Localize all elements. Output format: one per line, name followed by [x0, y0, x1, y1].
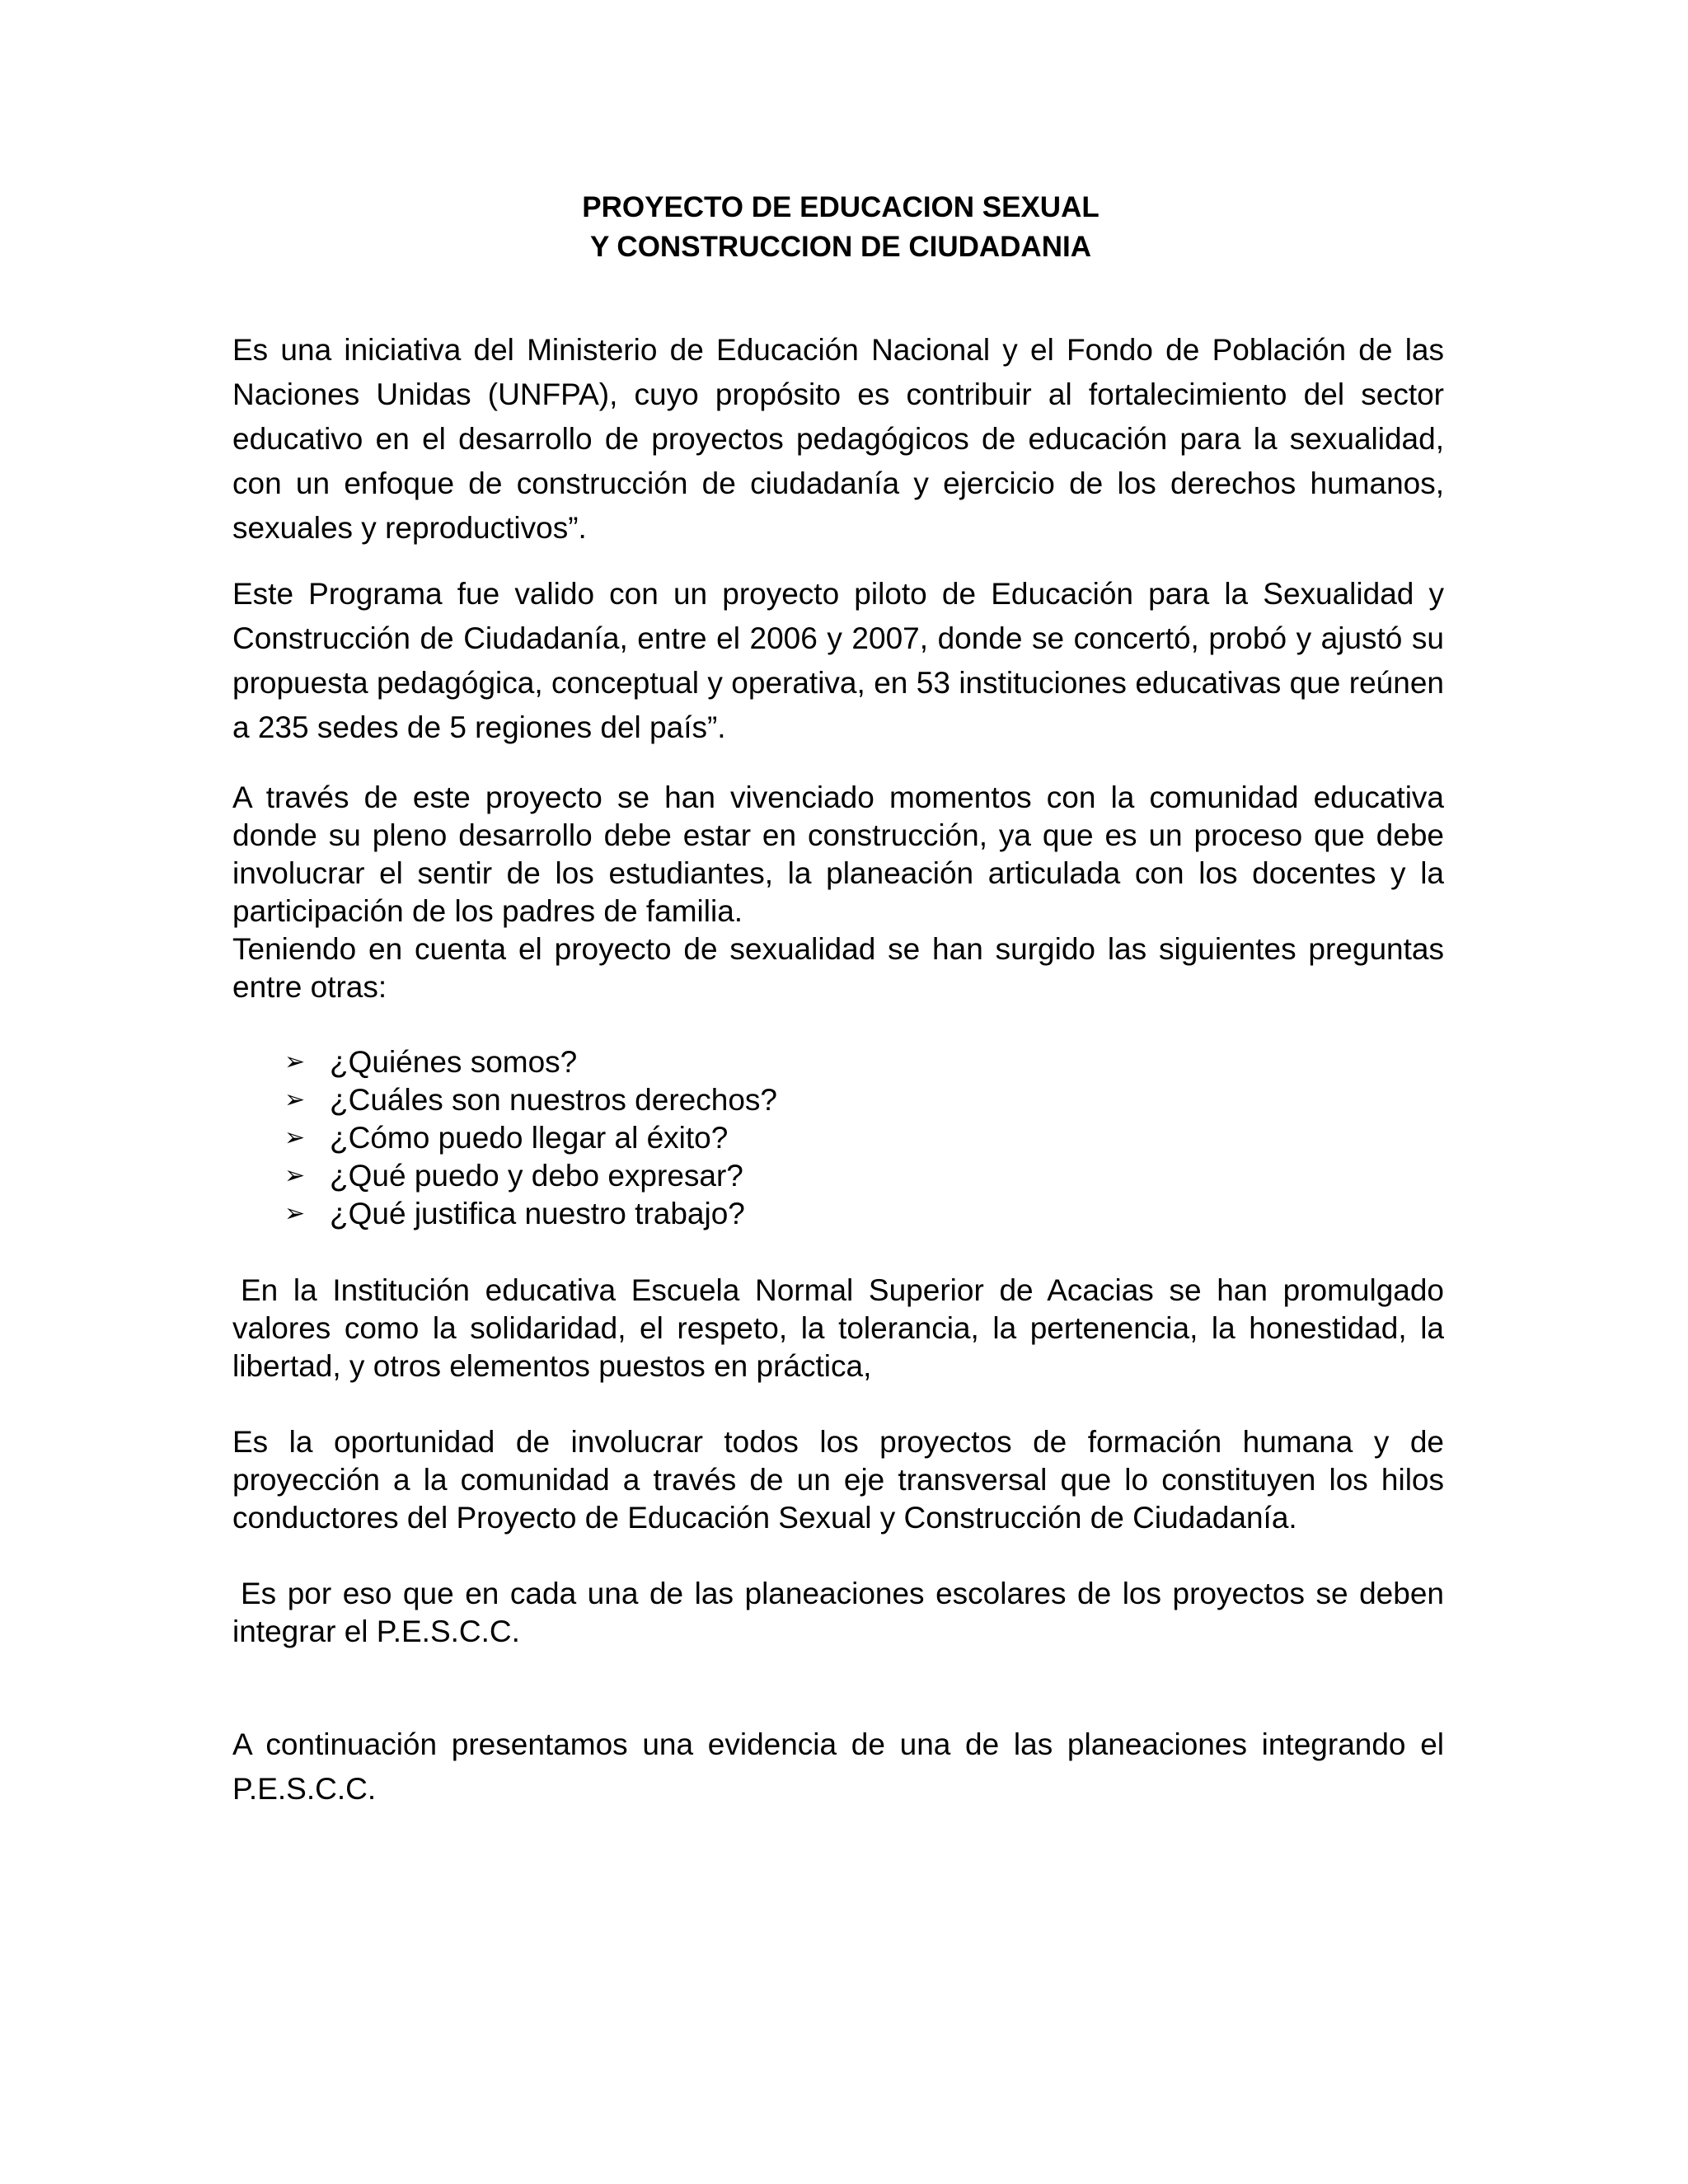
questions-list: [284, 1043, 777, 1233]
paragraph-evidence: A continuación presentamos una evidencia de una de las planeaciones integrando el P.E.S.C.C.: [232, 1727, 1444, 1806]
paragraph-institution: En la Institución educativa Escuela Normal Superior de Acacias se han promulgado valores como la solidaridad, el respeto, la tolerancia, la pertenencia, la honestidad, la libertad, y otros elementos puestos en práctica,: [232, 1273, 1444, 1383]
arrow-bullet-icon: ➢: [284, 1086, 306, 1113]
paragraph-experience: A través de este proyecto se han vivenciado momentos con la comunidad educativa donde su pleno desarrollo debe estar en construcción, ya que es un proceso que debe involucrar el sentir de los estudiantes, la planeación articulada con los docentes y la participación de los padres de familia.: [232, 780, 1444, 928]
list-item: ➢ ¿Quiénes somos?: [284, 1043, 777, 1081]
paragraph-opportunity: Es la oportunidad de involucrar todos los proyectos de formación humana y de proyección a la comunidad a través de un eje transversal que lo constituyen los hilos conductores del Proyecto de Educación Sexual y Construcción de Ciudadanía.: [232, 1425, 1444, 1535]
paragraph-planning: Es por eso que en cada una de las planeaciones escolares de los proyectos se deben integrar el P.E.S.C.C.: [232, 1577, 1444, 1648]
title-line-1: PROYECTO DE EDUCACION SEXUAL: [582, 191, 1100, 223]
arrow-bullet-icon: ➢: [284, 1162, 306, 1189]
list-item: ➢ ¿Cómo puedo llegar al éxito?: [284, 1119, 777, 1157]
document-title: [231, 188, 1451, 267]
title-line-2: Y CONSTRUCCION DE CIUDADANIA: [590, 231, 1091, 263]
paragraph-questions-intro: Teniendo en cuenta el proyecto de sexualidad se han surgido las siguientes preguntas entre otras:: [232, 932, 1444, 1004]
list-item: ➢ ¿Cuáles son nuestros derechos?: [284, 1081, 777, 1119]
list-item: ➢ ¿Qué justifica nuestro trabajo?: [284, 1195, 777, 1233]
arrow-bullet-icon: ➢: [284, 1200, 306, 1227]
arrow-bullet-icon: ➢: [284, 1048, 306, 1076]
arrow-bullet-icon: ➢: [284, 1124, 306, 1151]
paragraph-program: Este Programa fue valido con un proyecto piloto de Educación para la Sexualidad y Construcción de Ciudadanía, entre el 2006 y 2007, donde se concertó, probó y ajustó su propuesta pedagógica, conceptual y operativa, en 53 instituciones educativas que reúnen a 235 sedes de 5 regiones del país”.: [232, 577, 1444, 744]
list-item: ➢ ¿Qué puedo y debo expresar?: [284, 1157, 777, 1195]
paragraph-intro: Es una iniciativa del Ministerio de Educación Nacional y el Fondo de Población de las Naciones Unidas (UNFPA), cuyo propósito es contribuir al fortalecimiento del sector educativo en el desarrollo de proyectos pedagógicos de educación para la sexualidad, con un enfoque de construcción de ciudadanía y ejercicio de los derechos humanos, sexuales y reproductivos”.: [232, 333, 1444, 545]
